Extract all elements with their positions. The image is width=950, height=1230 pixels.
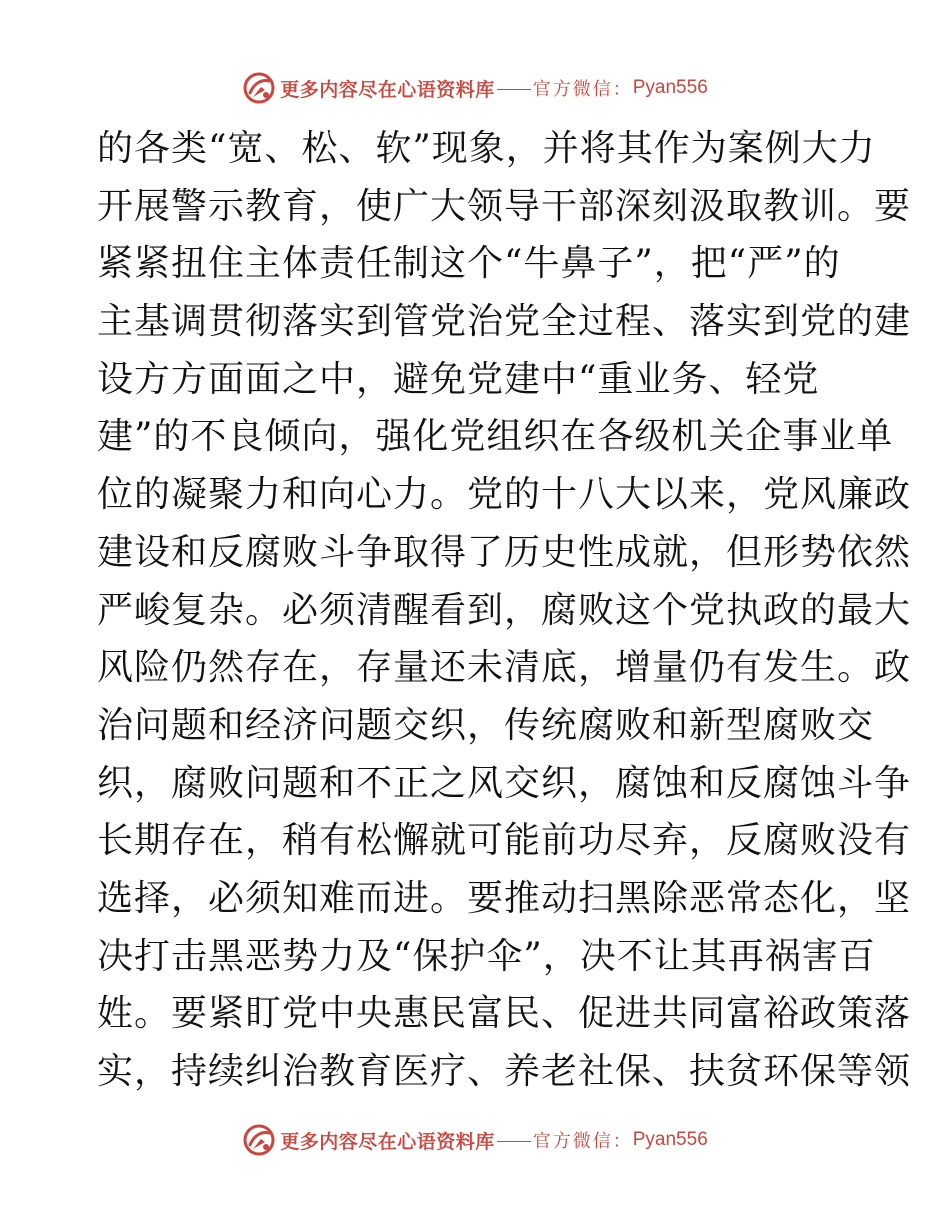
header-brand-text: 更多内容尽在心语资料库 <box>280 78 495 101</box>
body-line: 设方方面面之中，避免党建中“重业务、轻党 <box>97 358 820 400</box>
body-line: 姓。要紧盯党中央惠民富民、促进共同富裕政策落 <box>97 993 912 1035</box>
body-line: 严峻复杂。必须清醒看到，腐败这个党执政的最大 <box>97 589 912 631</box>
header-contact-id: Pyan556 <box>632 77 708 98</box>
header-dash <box>497 89 531 90</box>
body-line: 织，腐败问题和不正之风交织，腐蚀和反腐蚀斗争 <box>97 762 912 804</box>
body-line: 主基调贯彻落实到管党治党全过程、落实到党的建 <box>97 301 912 343</box>
footer-contact-label: 官方微信： <box>532 1131 633 1152</box>
body-line: 风险仍然存在，存量还未清底，增量仍有发生。政 <box>97 647 912 689</box>
body-line: 长期存在，稍有松懈就可能前功尽弃，反腐败没有 <box>97 820 912 862</box>
brand-logo-icon <box>242 1123 276 1157</box>
document-body <box>97 120 912 1101</box>
footer-dash <box>497 1141 531 1142</box>
footer-brand-text: 更多内容尽在心语资料库 <box>280 1130 495 1153</box>
body-line: 选择，必须知难而进。要推动扫黑除恶常态化，坚 <box>97 877 912 919</box>
body-line: 决打击黑恶势力及“保护伞”，决不让其再祸害百 <box>97 935 876 977</box>
body-line: 治问题和经济问题交织，传统腐败和新型腐败交 <box>97 704 875 746</box>
footer-watermark <box>0 1120 950 1160</box>
body-line: 的各类“宽、松、软”现象，并将其作为案例大力 <box>97 128 876 169</box>
brand-logo-icon <box>242 71 276 105</box>
body-line: 紧紧扭住主体责任制这个“牛鼻子”，把“严”的 <box>97 243 841 285</box>
body-line: 实，持续纠治教育医疗、养老社保、扶贫环保等领 <box>97 1051 912 1092</box>
header-contact-label: 官方微信： <box>532 79 633 100</box>
body-line: 建”的不良倾向，强化党组织在各级机关企事业单 <box>97 416 894 458</box>
header-watermark <box>0 68 950 108</box>
body-line: 开展警示教育，使广大领导干部深刻汲取教训。要 <box>97 185 912 227</box>
body-line: 建设和反腐败斗争取得了历史性成就，但形势依然 <box>97 531 912 573</box>
footer-contact-id: Pyan556 <box>632 1129 708 1150</box>
body-line: 位的凝聚力和向心力。党的十八大以来，党风廉政 <box>97 474 912 516</box>
